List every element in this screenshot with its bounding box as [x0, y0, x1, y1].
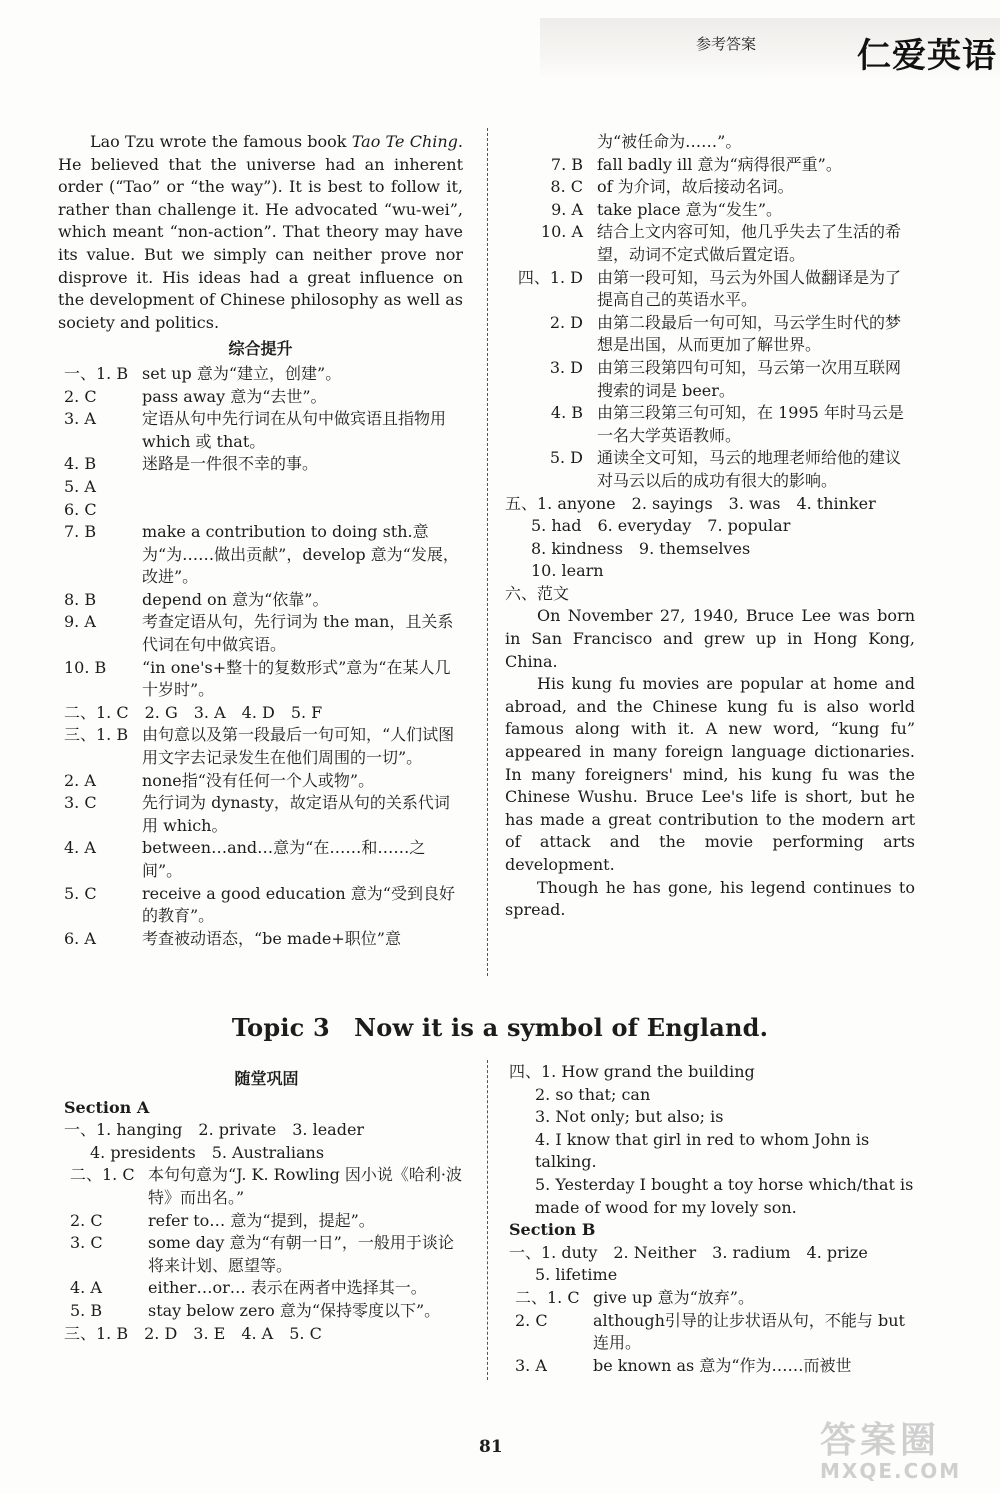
- answer-line: 8. kindness 9. themselves: [531, 538, 751, 558]
- answer-line: 4. presidents 5. Australians: [90, 1142, 325, 1162]
- essay-paragraph: His kung fu movies are popular at home and abroad, and the Chinese kung fu is also world famous along with it. A new word, “kung fu” appeared in many foreign language dictionaries. In many foreigners' mind, his kung fu was the Chinese Wushu. Bruce Lee's life is short, but he has made a great contribution to the modern art of attack and the movie performing arts development.: [505, 674, 915, 874]
- column-divider-upper: [487, 128, 488, 976]
- answer-explanation: set up 意为“建立，创建”。: [142, 363, 342, 383]
- answer-item: [505, 154, 915, 177]
- answer-explanation: fall badly ill 意为“病得很严重”。: [597, 154, 842, 174]
- column-divider-lower: [487, 1060, 488, 1380]
- answer-item: [58, 453, 463, 476]
- answer-number: 3. C: [64, 793, 97, 813]
- answer-explanation: of 为介词，故后接动名词。: [597, 177, 794, 197]
- answer-item: [505, 221, 915, 266]
- watermark-logo: [820, 1412, 995, 1487]
- answer-item: [509, 1355, 914, 1378]
- answer-explanation: 由第二段最后一句可知，马云学生时代的梦想是出国，从而更加了解世界。: [597, 312, 902, 355]
- answer-explanation: 先行词为 dynasty，故定语从句的关系代词用 which。: [142, 793, 450, 835]
- answer-item: [58, 837, 463, 882]
- answer-item: [58, 386, 463, 409]
- answer-item: [58, 928, 463, 951]
- answer-list-yi-b: [509, 1242, 914, 1287]
- answer-item: [58, 589, 463, 612]
- answer-explanation: depend on 意为“依靠”。: [142, 589, 329, 609]
- answer-number: 2. A: [64, 770, 96, 790]
- page-number: 81: [479, 1437, 503, 1457]
- answer-explanation: [142, 476, 463, 499]
- answer-number: 8. B: [64, 589, 97, 609]
- answer-list-si-a: [509, 1061, 914, 1219]
- answer-number: 5. B: [70, 1300, 103, 1320]
- answer-number: 2. C: [70, 1210, 103, 1230]
- answer-number: 7. B: [550, 154, 583, 174]
- answer-item: [58, 499, 463, 522]
- answer-number: 2. C: [64, 386, 97, 406]
- answer-item: [58, 792, 463, 837]
- header-brand: 仁爱英语: [857, 36, 997, 76]
- answer-line: 5. had 6. everyday 7. popular: [531, 516, 791, 536]
- passage-pre: Lao Tzu wrote the famous book: [90, 132, 352, 151]
- upper-left-column: [58, 131, 463, 950]
- essay-paragraph: On November 27, 1940, Bruce Lee was born in San Francisco and grew up in Hong Kong, China.: [505, 606, 915, 671]
- answer-item: [64, 1300, 469, 1323]
- passage-book-title: Tao Te Ching: [351, 132, 458, 151]
- section-b-label: Section B: [509, 1220, 596, 1240]
- answer-item: [58, 408, 463, 453]
- answer-number: 5. C: [64, 883, 97, 903]
- answer-line: 5. Yesterday I bought a toy horse which/that is made of wood for my lovely son.: [535, 1174, 914, 1217]
- answer-item: [58, 724, 463, 769]
- answer-explanation: 本句句意为“J. K. Rowling 因小说《哈利·波特》而出名。”: [148, 1165, 462, 1207]
- answer-number: 4. B: [64, 454, 97, 474]
- answer-explanation: none指“没有任何一个人或物”。: [142, 770, 375, 790]
- answer-number: 4. A: [64, 838, 96, 858]
- answer-item: [505, 402, 915, 447]
- answer-explanation: receive a good education 意为“受到良好的教育”。: [142, 883, 455, 926]
- answer-number: 3. D: [549, 357, 583, 377]
- essay-paragraph: Though he has gone, his legend continues to spread.: [505, 877, 915, 920]
- lao-tzu-passage: [58, 131, 463, 334]
- answer-item: [58, 657, 463, 702]
- answer-explanation: 迷路是一件很不幸的事。: [142, 454, 319, 474]
- answer-list-wu: [505, 493, 915, 583]
- answer-explanation: 定语从句中先行词在从句中做宾语且指物用 which 或 that。: [142, 409, 447, 451]
- answer-explanation: 由第一段可知，马云为外国人做翻译是为了提高自己的英语水平。: [597, 267, 902, 310]
- answer-item: [509, 1310, 914, 1355]
- answer-explanation: stay below zero 意为“保持零度以下”。: [148, 1300, 441, 1320]
- answer-list-si: [505, 267, 915, 493]
- answer-number: 5. A: [64, 476, 96, 496]
- answer-line: 一、1. hanging 2. private 3. leader: [64, 1120, 365, 1140]
- answer-item: [505, 176, 915, 199]
- answer-number: 3. C: [70, 1233, 103, 1253]
- answer-explanation: 考查定语从句，先行词为 the man，且关系代词在句中做宾语。: [142, 612, 454, 655]
- answer-explanation: although引导的让步状语从句，不能与 but 连用。: [593, 1310, 905, 1353]
- answer-item: [64, 1277, 469, 1300]
- answer-number: 10. A: [540, 222, 583, 242]
- watermark-top: 答案圈: [820, 1420, 941, 1461]
- answer-item: [505, 312, 915, 357]
- watermark-bottom: MXQE.COM: [820, 1459, 962, 1483]
- answer-number: 一、1. B: [64, 363, 129, 383]
- sample-essay-label: 六、范文: [505, 583, 570, 603]
- section-heading-suitang: 随堂巩固: [234, 1069, 299, 1088]
- answer-item: [64, 1164, 469, 1209]
- answer-explanation: 由第三段第四句可知，马云第一次用互联网搜索的词是 beer。: [597, 357, 902, 400]
- answer-item: [58, 363, 463, 386]
- answer-number: 3. A: [64, 409, 96, 429]
- answer-number: 5. D: [549, 448, 583, 468]
- answer-number: 10. B: [64, 657, 107, 677]
- answer-item: [64, 1232, 469, 1277]
- answer-explanation: 结合上文内容可知，他几乎失去了生活的希望，动词不定式做后置定语。: [597, 222, 902, 264]
- topic-title: Topic 3 Now it is a symbol of England.: [231, 1013, 769, 1042]
- answer-item: [509, 1287, 914, 1310]
- answer-explanation: some day 意为“有朝一日”，一般用于谈论将来计划、愿望等。: [148, 1233, 454, 1275]
- answer-explanation: [142, 499, 463, 522]
- answer-item: [64, 1210, 469, 1233]
- answer-list-er-a: [64, 1164, 469, 1322]
- continued-line: 为“被任命为……”。: [597, 132, 742, 151]
- answer-number: 6. A: [64, 928, 96, 948]
- answer-explanation: pass away 意为“去世”。: [142, 386, 327, 406]
- answer-line: 3. Not only; but also; is: [535, 1107, 724, 1127]
- answer-list-yi: [58, 363, 463, 702]
- answer-number: 8. C: [550, 177, 583, 197]
- answer-line: 五、1. anyone 2. sayings 3. was 4. thinker: [505, 493, 876, 513]
- answer-list-san-cont: [505, 154, 915, 267]
- upper-right-column: [505, 131, 915, 922]
- answer-item: [505, 267, 915, 312]
- answer-item: [58, 883, 463, 928]
- answer-number: 3. A: [515, 1355, 547, 1375]
- answer-explanation: 由第三段第三句可知，在 1995 年时马云是一名大学英语教师。: [597, 403, 904, 445]
- answer-number: 二、1. C: [70, 1165, 135, 1185]
- answer-line: 2. so that; can: [535, 1084, 651, 1104]
- section-heading-zonghe: 综合提升: [228, 339, 293, 359]
- answer-explanation: take place 意为“发生”。: [597, 199, 782, 219]
- section-a-label: Section A: [64, 1097, 150, 1117]
- answer-number: 4. B: [550, 403, 583, 423]
- answer-line: 4. I know that girl in red to whom John is talking.: [535, 1129, 870, 1172]
- answer-line-er: 二、1. C 2. G 3. A 4. D 5. F: [64, 702, 323, 722]
- passage-post: . He believed that the universe had an inherent order (“Tao” or “the way”). It is best to follow it, rather than challenge it. He advocated “wu-wei”, which meant “non-action”. That theory may have its value. But we simply can neither prove nor disprove it. His ideas had a great influence on the development of Chinese philosophy as well as society and politics.: [58, 132, 464, 332]
- sample-essay: [505, 605, 915, 921]
- answer-number: 三、1. B: [64, 725, 129, 745]
- lower-right-column: [509, 1061, 914, 1377]
- answer-item: [505, 357, 915, 402]
- answer-item: [505, 447, 915, 492]
- lower-left-column: [64, 1068, 469, 1345]
- answer-explanation: be known as 意为“作为……而被世: [593, 1355, 852, 1375]
- answer-explanation: “in one's+整十的复数形式”意为“在某人几十岁时”。: [142, 657, 451, 700]
- answer-number: 4. A: [70, 1278, 102, 1298]
- answer-number: 四、1. D: [517, 267, 583, 287]
- answer-explanation: 由句意以及第一段最后一句可知，“人们试图用文字去记录发生在他们周围的一切”。: [142, 725, 455, 768]
- answer-line: 5. lifetime: [535, 1265, 618, 1285]
- answer-item: [58, 770, 463, 793]
- answer-explanation: give up 意为“放弃”。: [593, 1287, 754, 1307]
- answer-explanation: either…or… 表示在两者中选择其一。: [148, 1278, 427, 1298]
- answer-line: 10. learn: [531, 561, 604, 581]
- answer-number: 9. A: [64, 612, 96, 632]
- answer-list-er-b: [509, 1287, 914, 1377]
- answer-number: 2. C: [515, 1310, 548, 1330]
- answer-explanation: 考查被动语态，“be made+职位”意: [142, 928, 401, 948]
- answer-explanation: make a contribution to doing sth.意为“为……做出贡献”，develop 意为“发展，改进”。: [142, 522, 459, 587]
- answer-explanation: refer to… 意为“提到，提起”。: [148, 1210, 375, 1230]
- answer-line: 一、1. duty 2. Neither 3. radium 4. prize: [509, 1242, 868, 1262]
- answer-line-san-a: 三、1. B 2. D 3. E 4. A 5. C: [64, 1323, 322, 1343]
- answer-number: 6. C: [64, 499, 97, 519]
- answer-number: 二、1. C: [515, 1287, 580, 1307]
- answer-item: [58, 521, 463, 589]
- answer-item: [58, 476, 463, 499]
- answer-item: [58, 611, 463, 656]
- answer-item: [505, 199, 915, 222]
- answer-number: 9. A: [551, 199, 583, 219]
- answer-list-yi-a: [64, 1119, 469, 1164]
- answer-explanation: between…and…意为“在……和……之间”。: [142, 838, 426, 880]
- answer-line: 四、1. How grand the building: [509, 1062, 755, 1081]
- answer-number: 2. D: [549, 312, 583, 332]
- header-label: 参考答案: [696, 35, 757, 53]
- answer-list-san: [58, 724, 463, 950]
- answer-number: 7. B: [64, 522, 97, 542]
- answer-explanation: 通读全文可知，马云的地理老师给他的建议对马云以后的成功有很大的影响。: [597, 448, 902, 490]
